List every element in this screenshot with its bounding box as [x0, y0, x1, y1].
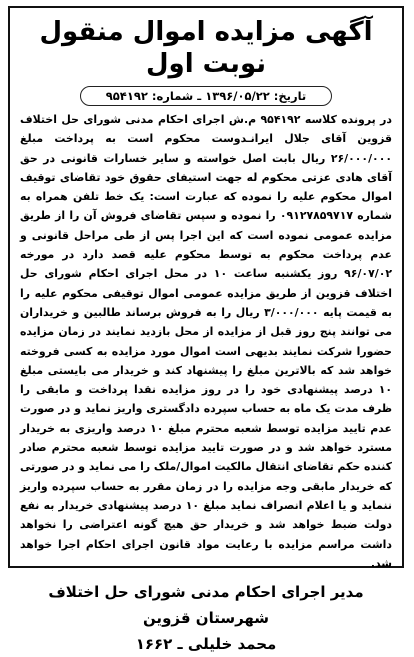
notice-body: در پرونده کلاسه ۹۵۴۱۹۲ م.ش اجرای احکام مدنی شورای حل اختلاف قزوین آقای جلال ایرانـدوست محکوم است به پرداخت مبلغ ۲۶/۰۰۰/۰۰۰ ریال بابت اصل خواسته و سایر خسارات قانونی در حق آقای هادی عزتی محکوم له جهت استیفای حقوق خود تقاضای توقیف اموال محکوم علیه را نموده که عبارت است: یک خط تلفن همراه به شماره ۰۹۱۲۷۸۵۹۷۱۷ را نموده و سپس تقاضای فروش آن را از طریق مزایده عمومی نموده است که این اجرا پس از طی مراحل قانونی و عدم پرداخت محکوم به توسط محکوم علیه قصد دارد در مورخه ۹۶/۰۷/۰۲ روز یکشنبه ساعت ۱۰ در محل اجرای احکام شورای حل اختلاف قزوین از طریق مزایده عمومی اموال توقیفی محکوم علیه را به قیمت پایه ۳/۰۰۰/۰۰۰ ریال را به فروش برساند طالبین و خریداران می توانند پنج روز قبل از مزایده از محل بازدید نمایند در زمان مزایده حضورا شرکت نمایند بدیهی است اموال مورد مزایده به کسی فروخته خواهد شد که بالاترین مبلغ را پیشنهاد کند و خریدار می بایستی مبلغ ۱۰ درصد پیشنهادی خود را در روز مزایده نقدا پرداخت و مابقی را ظرف مدت یک ماه به حساب سپرده دادگستری واریز نماید و در صورت عدم تایید مزایده توسط شعبه محترم مبلغ ۱۰ درصد واریزی به خریدار مسترد خواهد شد و در صورت تایید مزایده توسط شعبه محترم صادر کننده حکم تقاضای انتقال مالکیت اموال/ملک را می نماید و در صورتی که خریدار مابقی وجه مزایده را در زمان مقرر به حساب سپرده واریز ننماید و یا اعلام انصراف نماید مبلغ ۱۰ درصد پیشنهادی خریدار به نفع دولت ضبط خواهد شد و خریدار حق هیچ گونه اعتراضی را نخواهد داشت مراسم مزایده با رعایت مواد قانون اجرای احکام اجرا خواهد شد.	[20, 113, 393, 570]
notice-title: آگهی مزایده اموال منقول نوبت اول	[39, 17, 373, 79]
notice-date-number: تاریخ: ۱۳۹۶/۰۵/۲۲ ـ شماره: ۹۵۴۱۹۲	[80, 86, 332, 106]
notice-signature	[20, 579, 392, 657]
signature-office: مدیر اجرای احکام مدنی شورای حل اختلاف شهرستان قزوین	[48, 583, 364, 628]
signature-name: محمد خلیلی ـ ۱۶۶۲	[135, 635, 277, 654]
notice-frame	[8, 6, 404, 654]
